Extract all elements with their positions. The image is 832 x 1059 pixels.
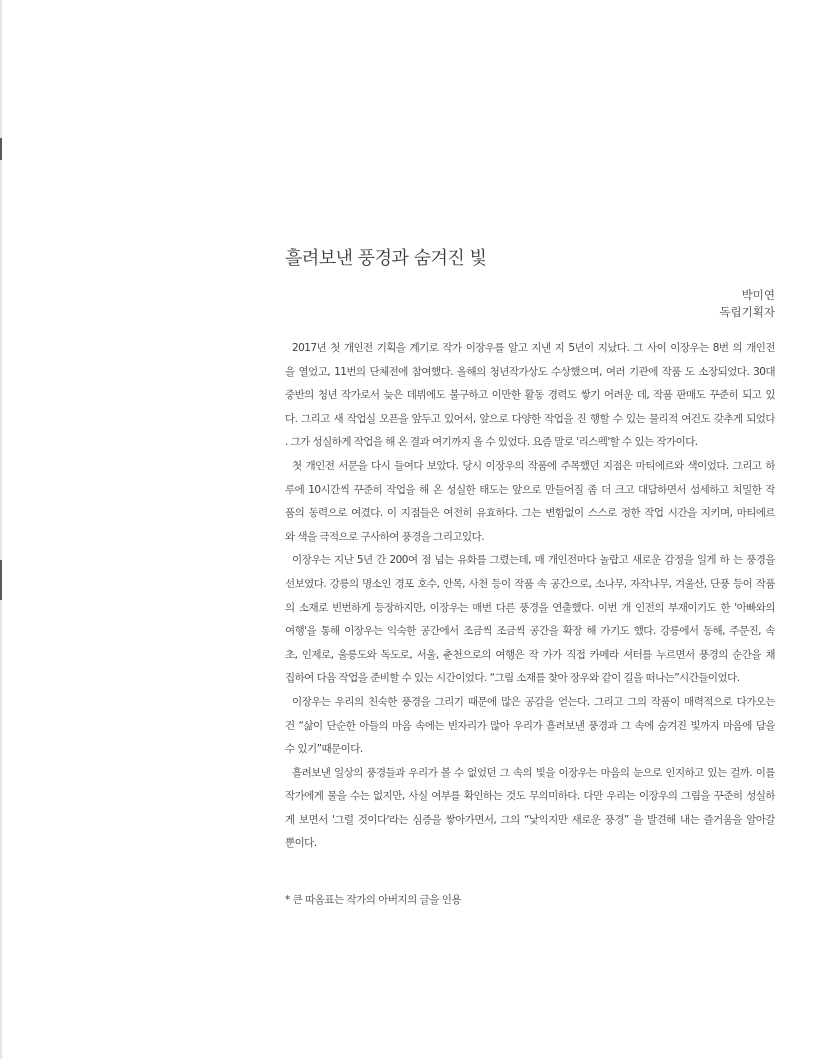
body-line: 건 “삶이 단순한 아들의 마음 속에는 빈자리가 많아 우리가 흘려보낸 풍경과 그 속에 숨겨진 빛까지 마음에 담을 <box>285 719 775 732</box>
body-line: 중반의 청년 작가로서 늦은 데뷔에도 불구하고 이만한 활동 경력도 쌓기 어려운 데, 작품 판매도 꾸준히 되고 있 <box>285 389 775 402</box>
body-line: 뿐이다. <box>285 837 317 850</box>
body-line: 을 열었고, 11번의 단체전에 참여했다. 올해의 청년작가상도 수상했으며, 여러 기관에 작품 도 소장되었다. 30대 <box>285 365 775 378</box>
author-name: 박미연 <box>741 288 775 302</box>
footnote: * 큰 따옴표는 작가의 아버지의 글을 인용 <box>285 894 462 906</box>
body-line: 여행'을 통해 이장우는 익숙한 공간에서 조금씩 조금씩 공간을 확장 해 가기도 했다. 강릉에서 동해, 주문진, 속 <box>285 625 775 638</box>
body-line: 2017년 첫 개인전 기획을 계기로 작가 이장우를 알고 지낸 지 5년이 지났다. 그 사이 이장우는 8번 의 개인전 <box>292 342 775 354</box>
body-line: 다. 그리고 새 작업실 오픈을 앞두고 있어서, 앞으로 다양한 작업을 진 행할 수 있는 물리적 여건도 갖추게 되었다 <box>285 412 775 425</box>
body-line: 의 소재로 빈번하게 등장하지만, 이장우는 매번 다른 풍경을 연출했다. 이번 개 인전의 부재이기도 한 '아빠와의 <box>285 601 775 614</box>
body-line: 선보였다. 강릉의 명소인 경포 호수, 안목, 사천 등이 작품 속 공간으로, 소나무, 자작나무, 겨울산, 단풍 등이 작품 <box>285 577 775 590</box>
body-line: . 그가 성실하게 작업을 해 온 결과 여기까지 올 수 있었다. 요즘 말로 '리스펙'할 수 있는 작가이다. <box>285 436 698 449</box>
body-line: 게 보면서 '그럴 것이다'라는 심증을 쌓아가면서, 그의 “낯익지만 새로운 풍경” 을 발견해 내는 즐거움을 알아갈 <box>285 813 775 826</box>
article-body <box>285 337 775 856</box>
author-role: 독립기획자 <box>719 305 775 319</box>
article-title: 흘려보낸 풍경과 숨겨진 빛 <box>285 248 487 269</box>
body-line: 수 있기”때문이다. <box>285 743 363 756</box>
body-line: 작가에게 물을 수는 없지만, 사실 여부를 확인하는 것도 무의미하다. 다만 우리는 이장우의 그림을 꾸준히 성실하 <box>285 790 775 803</box>
body-line: 이장우는 지난 5년 간 200여 점 넘는 유화를 그렸는데, 매 개인전마다 놀랍고 새로운 감정을 일게 하 는 풍경을 <box>292 554 775 567</box>
body-line: 초, 인제로, 울릉도와 독도로, 서울, 춘천으로의 여행은 작 가가 직접 카메라 셔터를 누르면서 풍경의 순간을 채 <box>285 648 775 661</box>
page-edge-mark <box>0 560 2 600</box>
body-line: 첫 개인전 서문을 다시 들여다 보았다. 당시 이장우의 작품에 주목했던 지점은 마티에르와 색이었다. 그리고 하 <box>292 459 775 472</box>
body-line: 흘려보낸 일상의 풍경들과 우리가 볼 수 없었던 그 속의 빛을 이장우는 마음의 눈으로 인지하고 있는 걸까. 이를 <box>292 766 775 779</box>
page-edge-mark <box>0 138 2 160</box>
body-line: 루에 10시간씩 꾸준히 작업을 해 온 성실한 태도는 앞으로 만들어질 좀 더 크고 대담하면서 섬세하고 치밀한 작 <box>285 483 775 496</box>
body-line: 품의 동력으로 여겼다. 이 지점들은 여전히 유효하다. 그는 변함없이 스스로 정한 작업 시간을 지키며, 마티에르 <box>285 507 775 520</box>
byline <box>719 287 775 321</box>
body-line: 와 색을 극적으로 구사하여 풍경을 그리고있다. <box>285 530 484 543</box>
body-line: 이장우는 우리의 친숙한 풍경을 그리기 때문에 많은 공감을 얻는다. 그리고 그의 작품이 매력적으로 다가오는 <box>292 695 775 708</box>
body-line: 집하여 다음 작업을 준비할 수 있는 시간이었다. “그림 소재를 찾아 장우와 같이 길을 떠나는”시간들이었다. <box>285 672 740 685</box>
